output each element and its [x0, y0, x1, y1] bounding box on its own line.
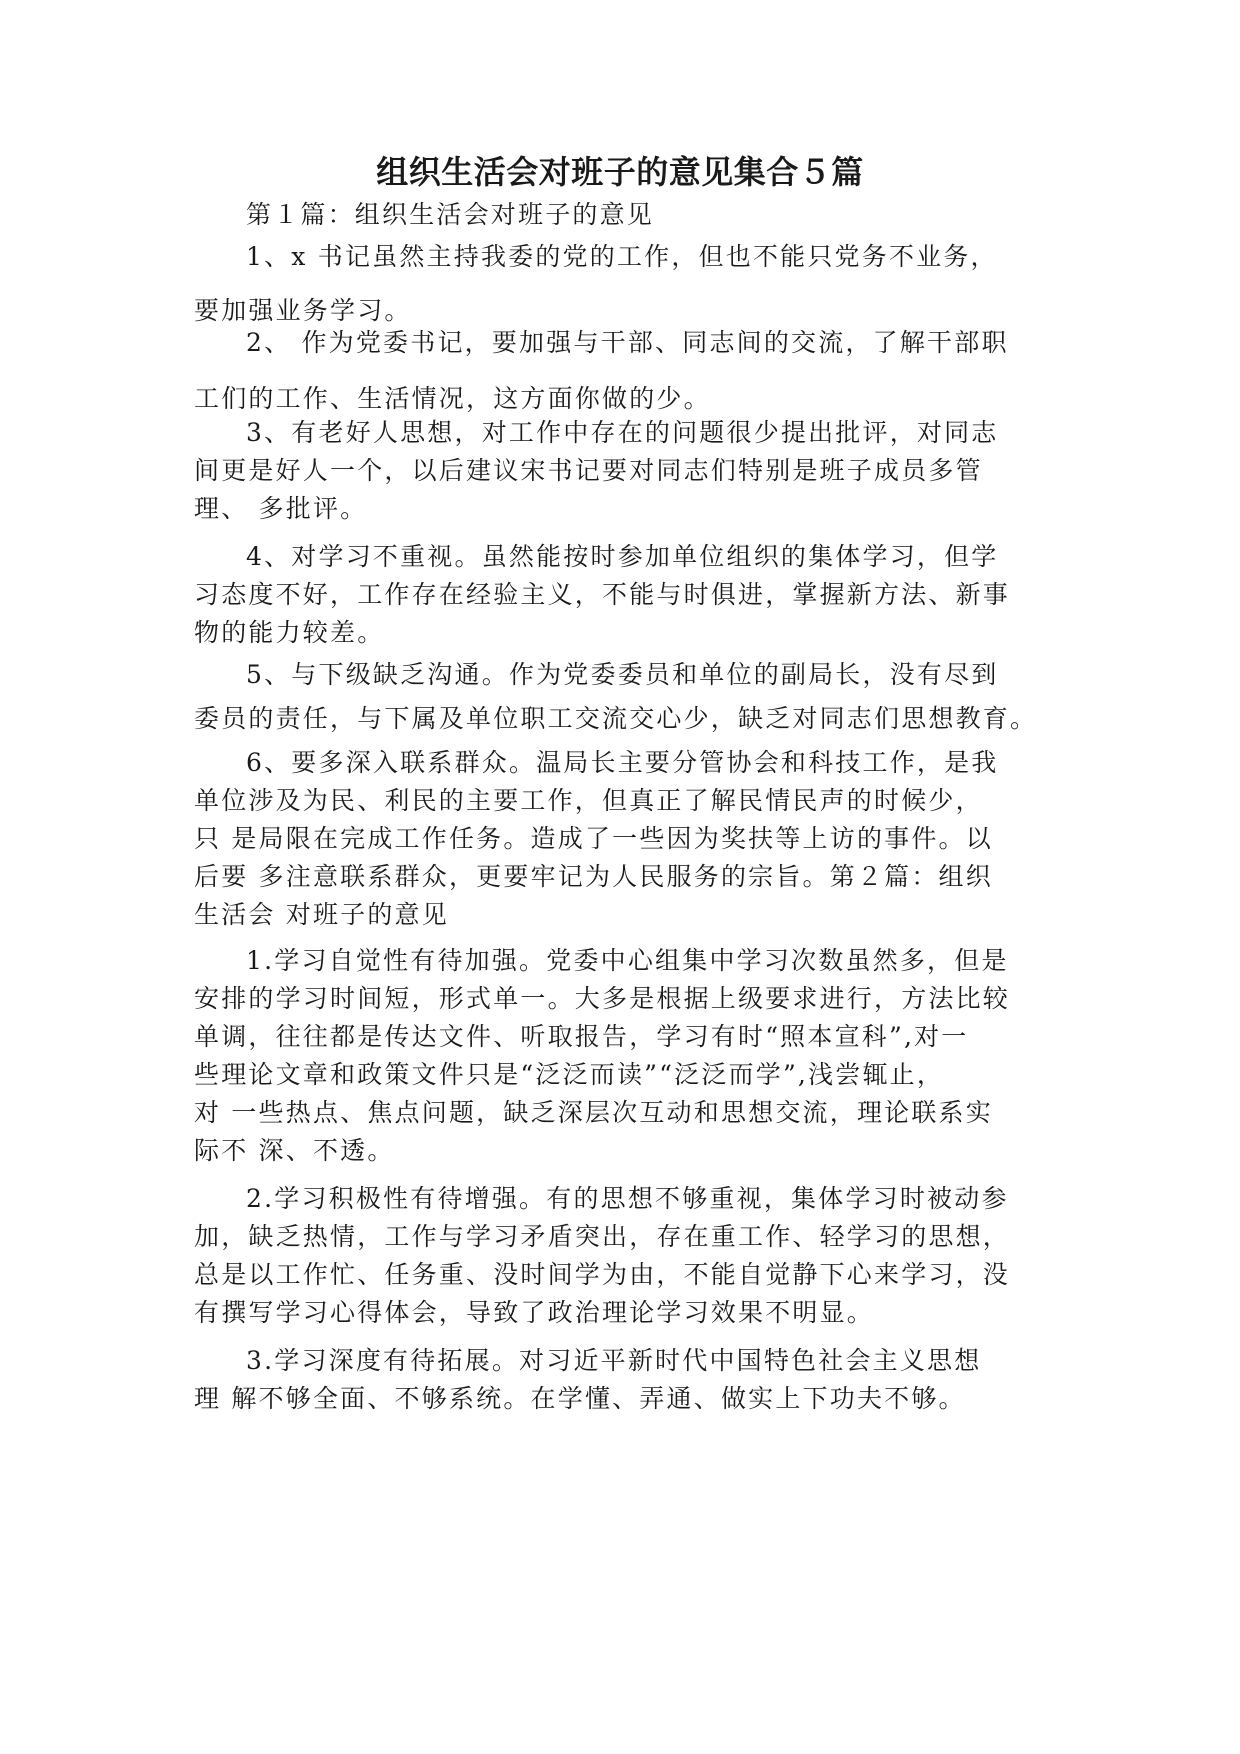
document-title: 组织生活会对班子的意见集合５篇	[376, 153, 864, 191]
paragraph-line: 加，缺乏热情，工作与学习矛盾突出，存在重工作、轻学习的思想，	[194, 1222, 1011, 1251]
paragraph-line: 2.学习积极性有待增强。有的思想不够重视，集体学习时被动参	[246, 1184, 1009, 1213]
paragraph-line: 后要 多注意联系群众，更要牢记为人民服务的宗旨。第２篇：组织	[194, 862, 993, 891]
paragraph-line: 第１篇：组织生活会对班子的意见	[246, 200, 655, 229]
paragraph-line: 些理论文章和政策文件只是“泛泛而读”“泛泛而学”,浅尝辄止，	[194, 1060, 945, 1089]
paragraph-line: 3、有老好人思想，对工作中存在的问题很少提出批评，对同志	[246, 418, 999, 447]
paragraph-section2-item-2	[194, 1180, 1054, 1332]
paragraph-line: 2、 作为党委书记，要加强与干部、同志间的交流，了解干部职	[246, 328, 1009, 357]
paragraph-line: 只 是局限在完成工作任务。造成了一些因为奖扶等上访的事件。以	[194, 824, 993, 853]
paragraph-line: 物的能力较差。	[194, 618, 385, 647]
paragraph-item-5	[194, 656, 1054, 738]
paragraph-item-1	[194, 238, 1054, 330]
paragraph-line: 单位涉及为民、利民的主要工作，但真正了解民情民声的时候少，	[194, 786, 983, 815]
paragraph-line: 安排的学习时间短，形式单一。大多是根据上级要求进行，方法比较	[194, 984, 1011, 1013]
paragraph-line: 4、对学习不重视。虽然能按时参加单位组织的集体学习，但学	[246, 542, 999, 571]
paragraph-line: 单调，往往都是传达文件、听取报告，学习有时“照本宣科”,对一	[194, 1022, 969, 1051]
paragraph-item-4	[194, 538, 1054, 652]
paragraph-line: 工们的工作、生活情况，这方面你做的少。	[194, 384, 711, 413]
paragraph-line: 6、要多深入联系群众。温局长主要分管协会和科技工作，是我	[246, 748, 999, 777]
paragraph-line: 3.学习深度有待拓展。对习近平新时代中国特色社会主义思想	[246, 1346, 982, 1375]
paragraph-heading-part-1	[194, 196, 1054, 234]
paragraph-line: 委员的责任，与下属及单位职工交流交心少，缺乏对同志们思想教育。	[194, 704, 1038, 733]
paragraph-line: 要加强业务学习。	[194, 296, 412, 325]
paragraph-line: 对 一些热点、焦点问题，缺乏深层次互动和思想交流，理论联系实	[194, 1098, 993, 1127]
paragraph-line: 际不 深、不透。	[194, 1136, 395, 1165]
paragraph-line: 5、与下级缺乏沟通。作为党委委员和单位的副局长，没有尽到	[246, 660, 999, 689]
paragraph-line: 1、x 书记虽然主持我委的党的工作，但也不能只党务不业务，	[246, 242, 998, 271]
paragraph-line: 理 解不够全面、不够系统。在学懂、弄通、做实上下功夫不够。	[194, 1384, 966, 1413]
paragraph-item-6	[194, 744, 1054, 934]
paragraph-line: 生活会 对班子的意见	[194, 900, 449, 929]
paragraph-line: 理、 多批评。	[194, 494, 368, 523]
paragraph-line: 间更是好人一个，以后建议宋书记要对同志们特别是班子成员多管	[194, 456, 983, 485]
paragraph-item-3	[194, 414, 1054, 528]
paragraph-line: 总是以工作忙、任务重、没时间学为由，不能自觉静下心来学习，没	[194, 1260, 1011, 1289]
paragraph-section2-item-1	[194, 942, 1054, 1170]
paragraph-section2-item-3	[194, 1342, 1054, 1418]
paragraph-line: 有撰写学习心得体会，导致了政治理论学习效果不明显。	[194, 1298, 875, 1327]
paragraph-line: 习态度不好，工作存在经验主义，不能与时俱进，掌握新方法、新事	[194, 580, 1011, 609]
paragraph-item-2	[194, 324, 1054, 418]
paragraph-line: 1.学习自觉性有待加强。党委中心组集中学习次数虽然多，但是	[246, 946, 1009, 975]
